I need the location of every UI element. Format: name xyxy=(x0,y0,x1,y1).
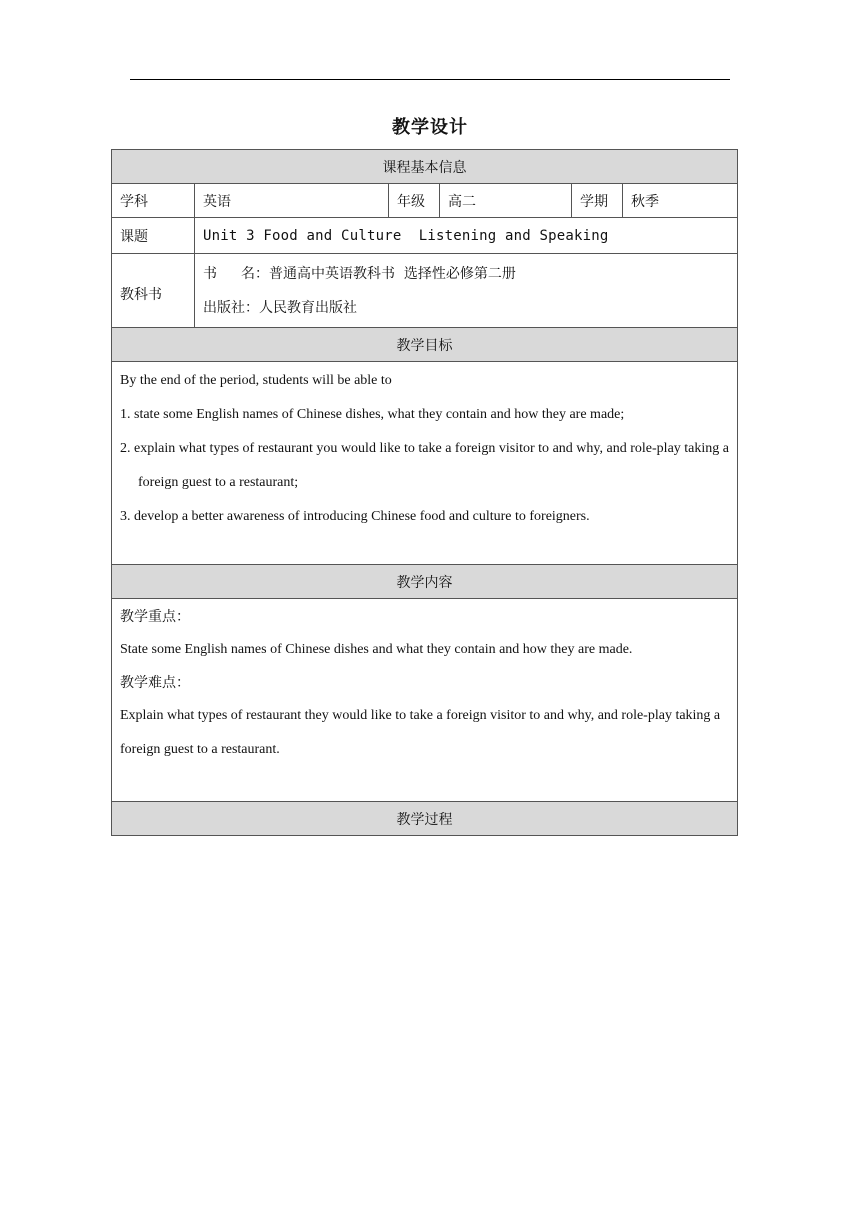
term-value: 秋季 xyxy=(623,184,738,218)
goal-item-1: 1. state some English names of Chinese dishes, what they contain and how they are made; xyxy=(120,407,625,422)
section-title-content: 教学内容 xyxy=(112,565,738,599)
subject-value: 英语 xyxy=(195,184,389,218)
section-title-goals: 教学目标 xyxy=(112,328,738,362)
topic-value: Unit 3 Food and Culture Listening and Speaking xyxy=(195,218,738,254)
goals-intro: By the end of the period, students will be able to xyxy=(120,373,392,388)
goal-item-2: 2. explain what types of restaurant you would like to take a foreign visitor to and why, and role-play taking a foreign guest to a restaurant; xyxy=(120,441,730,490)
publisher-value: 人民教育出版社 xyxy=(259,299,357,316)
lesson-plan-table xyxy=(111,149,738,836)
book-name-label-2: 名： xyxy=(241,265,269,282)
section-header-goals xyxy=(112,328,738,362)
key-point-text: State some English names of Chinese dishes and what they contain and how they are made. xyxy=(120,642,633,657)
section-header-basic xyxy=(112,150,738,184)
document-title: 教学设计 xyxy=(392,117,468,138)
section-header-content xyxy=(112,565,738,599)
section-header-process xyxy=(112,802,738,836)
basic-info-row xyxy=(112,184,738,218)
textbook-row xyxy=(112,254,738,328)
publisher-label: 出版社： xyxy=(203,299,259,316)
publisher-line xyxy=(203,291,729,325)
term-label: 学期 xyxy=(572,184,623,218)
topic-row xyxy=(112,218,738,254)
section-title-process: 教学过程 xyxy=(112,802,738,836)
grade-value: 高二 xyxy=(440,184,572,218)
textbook-label: 教科书 xyxy=(112,254,195,328)
key-point-label: 教学重点： xyxy=(120,609,190,625)
book-name-line xyxy=(203,257,729,291)
subject-label: 学科 xyxy=(112,184,195,218)
content-cell xyxy=(112,599,738,802)
book-name-value: 普通高中英语教科书 选择性必修第二册 xyxy=(269,265,516,282)
goal-item-3: 3. develop a better awareness of introducing Chinese food and culture to foreigners. xyxy=(120,509,590,524)
content-row xyxy=(112,599,738,802)
difficult-point-label: 教学难点： xyxy=(120,675,190,691)
grade-label: 年级 xyxy=(389,184,440,218)
topic-label: 课题 xyxy=(112,218,195,254)
section-title-basic: 课程基本信息 xyxy=(112,150,738,184)
textbook-details xyxy=(195,254,738,328)
book-name-label: 书 xyxy=(203,265,217,282)
goals-row xyxy=(112,362,738,565)
difficult-point-text: Explain what types of restaurant they would like to take a foreign visitor to and why, and role-play taking a foreign guest to a restaurant. xyxy=(120,708,721,757)
goals-cell xyxy=(112,362,738,565)
header-rule xyxy=(130,79,730,80)
